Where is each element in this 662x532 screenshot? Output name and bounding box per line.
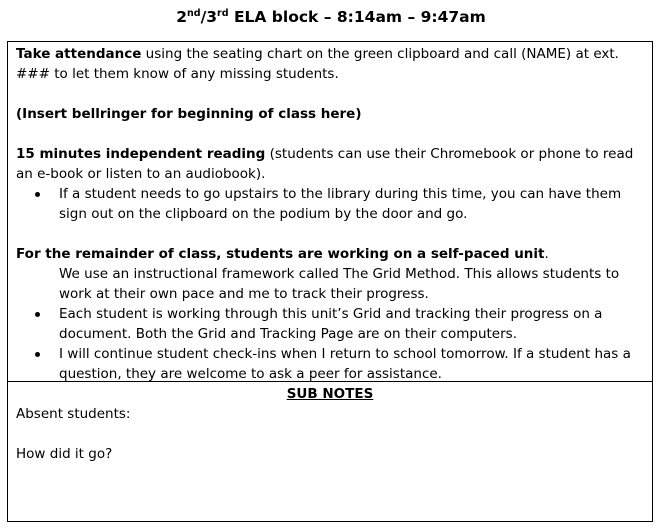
framework-text: We use an instructional framework called The Grid Method. This allows students to work at their own pace and me to track their progress. xyxy=(59,266,620,302)
unit-bullet-list xyxy=(16,304,644,382)
title-part: /3 xyxy=(200,8,218,26)
bellringer-paragraph xyxy=(16,104,644,124)
remainder-period: . xyxy=(544,246,549,262)
reading-heading: 15 minutes independent reading xyxy=(16,146,266,162)
page-title xyxy=(0,7,662,27)
reading-bullet-list xyxy=(16,184,644,224)
remainder-heading: For the remainder of class, students are working on a self-paced unit xyxy=(16,246,545,262)
bullet-text: If a student needs to go upstairs to the library during this time, you can have them sign out on the clipboard on the podium by the door and go. xyxy=(59,186,622,222)
reading-paragraph xyxy=(16,144,644,184)
list-item xyxy=(16,184,644,224)
attendance-paragraph xyxy=(16,44,644,84)
bullet-icon xyxy=(35,192,40,197)
bullet-icon xyxy=(35,352,40,357)
bullet-icon xyxy=(35,312,40,317)
reading-text: (students can use their Chromebook or phone to read an e-book or listen to an audiobook). xyxy=(16,146,634,182)
absent-students-label: Absent students: xyxy=(16,406,131,422)
lesson-plan-cell xyxy=(8,42,652,382)
sub-notes-cell xyxy=(8,382,652,521)
title-part: 2 xyxy=(176,8,188,26)
attendance-text: using the seating chart on the green clipboard and call (NAME) at ext. ### to let them know of any missing students. xyxy=(16,46,619,82)
title-superscript: rd xyxy=(217,7,229,19)
remainder-paragraph xyxy=(16,244,644,264)
sub-notes-heading: SUB NOTES xyxy=(286,386,374,402)
title-superscript: nd xyxy=(187,7,201,19)
attendance-heading: Take attendance xyxy=(16,46,142,62)
bullet-text: I will continue student check-ins when I return to school tomorrow. If a student has a question, they are welcome to ask a peer for assistance. xyxy=(59,346,631,382)
list-item xyxy=(16,304,644,344)
list-item xyxy=(16,344,644,382)
plan-table xyxy=(7,41,653,522)
title-part: ELA block – 8:14am – 9:47am xyxy=(228,8,486,26)
bellringer-text: (Insert bellringer for beginning of class here) xyxy=(16,106,362,122)
bullet-text: Each student is working through this unit’s Grid and tracking their progress on a document. Both the Grid and Tracking Page are on their computers. xyxy=(59,306,603,342)
how-did-it-go-label: How did it go? xyxy=(16,446,113,462)
